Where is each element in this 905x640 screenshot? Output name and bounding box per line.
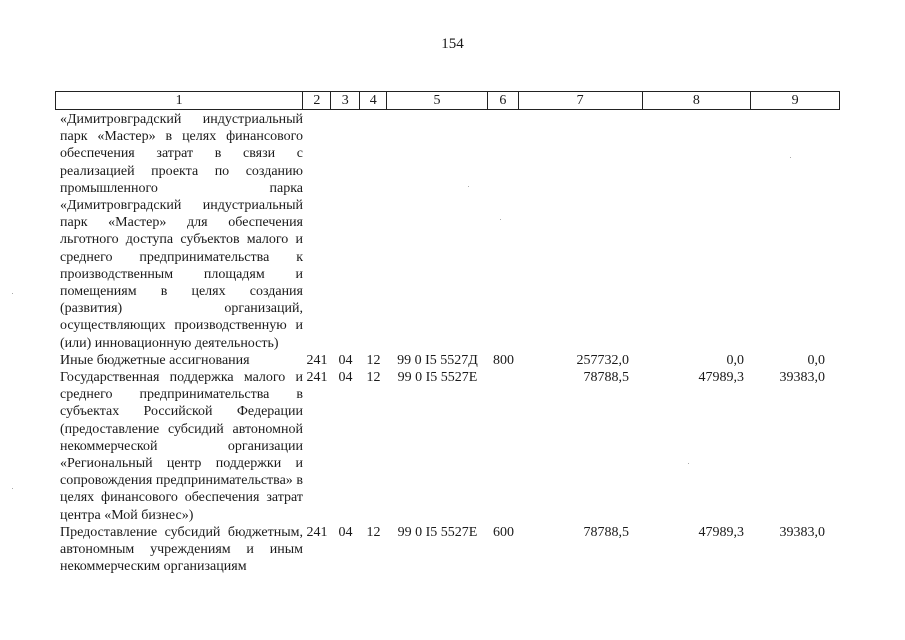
header-cell-5: 5 (387, 92, 488, 109)
cell-code-4: 12 (366, 524, 381, 540)
row-name: «Димитровградский индустриальный парк «Мастер» в целях финансового обеспечения затрат в связи с реализацией проекта по созданию промышленного парка «Димитровградский индустриальный парк «Мастер» для обеспечения льготного доступа субъектов малого и среднего предпринимательства к производственным площадям и помещениям в целях создания (развития) организаций, осуществляющих производственную и (или) инновационную деятельность) (60, 112, 303, 351)
cell-code-2: 241 (306, 352, 328, 368)
header-cell-3: 3 (331, 92, 360, 109)
cell-code-6: 600 (493, 524, 514, 540)
cell-code-5: 99 0 I5 5527Е (397, 524, 478, 540)
table-row (55, 111, 845, 352)
cell-amount-8: 47989,3 (698, 524, 744, 540)
cell-code-6 (488, 369, 519, 524)
cell-amount-7: 78788,5 (583, 524, 629, 540)
cell-amount-7: 257732,0 (576, 352, 629, 368)
cell-amount-9: 39383,0 (779, 524, 825, 540)
cell-amount-8: 0,0 (726, 352, 744, 368)
cell-amount-7 (519, 111, 643, 352)
cell-amount-7: 78788,5 (583, 370, 629, 386)
cell-code-6 (488, 111, 519, 352)
row-name: Предоставление субсидий бюджетным, автономным учреждениям и иным некоммерческим организациям (60, 524, 303, 575)
header-cell-9: 9 (791, 93, 799, 108)
cell-code-3: 04 (338, 370, 353, 386)
row-name: Иные бюджетные ассигнования (60, 352, 250, 368)
cell-code-4: 12 (366, 352, 381, 368)
cell-code-3 (331, 111, 360, 352)
cell-code-2: 241 (306, 524, 328, 540)
cell-amount-9 (752, 111, 845, 352)
cell-code-6: 800 (493, 352, 514, 368)
scan-speck (468, 186, 469, 187)
table-row (55, 524, 845, 576)
scan-speck (12, 293, 13, 294)
cell-code-4 (360, 111, 387, 352)
header-cell-1: 1 (56, 92, 303, 109)
table-body (55, 111, 845, 575)
table-row (55, 369, 845, 524)
cell-code-3: 04 (338, 524, 353, 540)
cell-amount-9: 0,0 (807, 352, 825, 368)
header-cell-2: 2 (303, 92, 331, 109)
cell-code-2: 241 (306, 370, 328, 386)
cell-code-2 (303, 111, 331, 352)
scan-speck (688, 463, 689, 464)
scan-speck (12, 488, 13, 489)
cell-amount-8: 47989,3 (698, 370, 744, 386)
cell-code-5 (387, 111, 488, 352)
table-header (55, 91, 840, 110)
header-cell-7: 7 (519, 92, 643, 109)
cell-code-4: 12 (366, 370, 381, 386)
header-cell-4: 4 (360, 92, 387, 109)
cell-code-3: 04 (338, 352, 353, 368)
scan-speck (500, 219, 501, 220)
page-number: 154 (441, 36, 464, 52)
header-cell-8: 8 (643, 92, 752, 109)
cell-code-5: 99 0 I5 5527Е (397, 370, 478, 386)
row-name: Государственная поддержка малого и среднего предпринимательства в субъектах Российской Федерации (предоставление субсидий автономной некоммерческой организации «Региональный центр поддержки и сопровождения предпринимательства» в целях финансового обеспечения затрат центра «Мой бизнес») (60, 370, 303, 523)
header-cell-6: 6 (488, 92, 519, 109)
scan-speck (790, 157, 791, 158)
cell-amount-8 (643, 111, 752, 352)
cell-code-5: 99 0 I5 5527Д (397, 352, 478, 368)
cell-amount-9: 39383,0 (779, 370, 825, 386)
table-row (55, 352, 845, 369)
